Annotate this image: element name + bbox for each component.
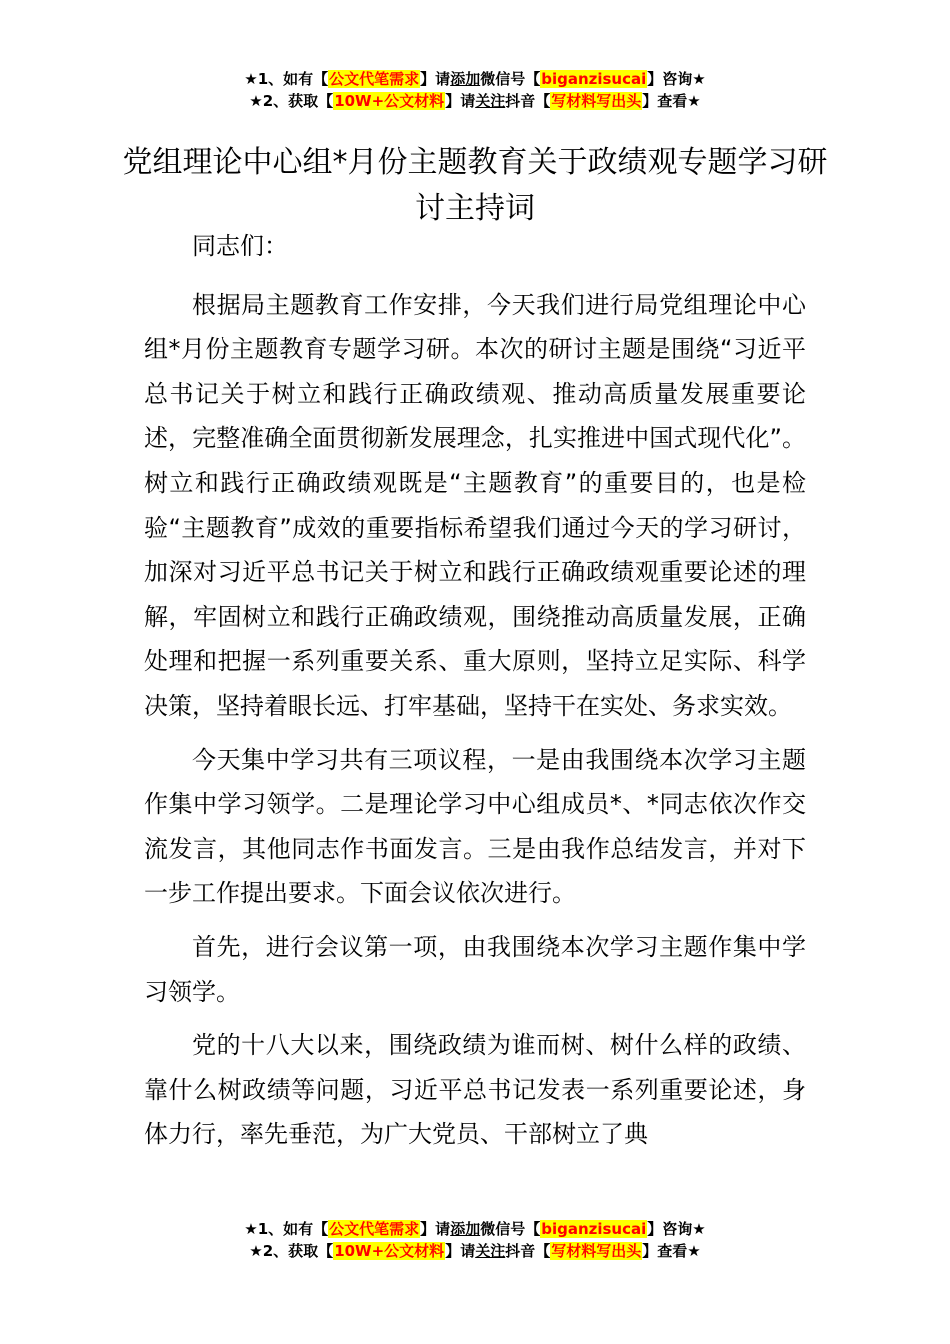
- promo-highlight: 公文代笔需求: [329, 1220, 420, 1238]
- promo-douyin-id: 写材料写出头: [551, 1242, 642, 1260]
- paragraph: 根据局主题教育工作安排，今天我们进行局党组理论中心组*月份主题教育专题学习研。本次的研讨主题是围绕“习近平总书记关于树立和践行正确政绩观、推动高质量发展重要论述，完整准确全面贯彻新发展理念，扎实推进中国式现代化”。树立和践行正确政绩观既是“主题教育”的重要目的，也是检验“主题教育”成效的重要指标希望我们通过今天的学习研讨，加深对习近平总书记关于树立和践行正确政绩观重要论述的理解，牢固树立和践行正确政绩观，围绕推动高质量发展，正确处理和把握一系列重要关系、重大原则，坚持立足实际、科学决策，坚持着眼长远、打牢基础，坚持干在实处、务求实效。: [144, 290, 806, 720]
- paragraph: 党的十八大以来，围绕政绩为谁而树、树什么样的政绩、靠什么树政绩等问题，习近平总书记发表一系列重要论述，身体力行，率先垂范，为广大党员、干部树立了典: [144, 1031, 806, 1149]
- promo-line-1: ★1、如有【公文代笔需求】请添加微信号【biganzisucai】咨询★: [244, 1220, 706, 1238]
- document-title: 党组理论中心组*月份主题教育关于政绩观专题学习研讨主持词: [122, 145, 828, 227]
- promo-line-2: ★2、获取【10W+公文材料】请关注抖音【写材料写出头】查看★: [249, 92, 701, 110]
- header-promo-banner: [0, 68, 950, 112]
- promo-line-2: ★2、获取【10W+公文材料】请关注抖音【写材料写出头】查看★: [249, 1242, 701, 1260]
- promo-highlight: 10W+公文材料: [334, 1242, 445, 1260]
- salutation: 同志们：: [192, 232, 288, 260]
- promo-line-1: ★1、如有【公文代笔需求】请添加微信号【biganzisucai】咨询★: [244, 70, 706, 88]
- paragraph: 今天集中学习共有三项议程，一是由我围绕本次学习主题作集中学习领学。二是理论学习中心组成员*、*同志依次作交流发言，其他同志作书面发言。三是由我作总结发言，并对下一步工作提出要求。下面会议依次进行。: [144, 745, 806, 908]
- paragraph: 首先，进行会议第一项，由我围绕本次学习主题作集中学习领学。: [144, 932, 806, 1006]
- promo-wechat-id: biganzisucai: [541, 70, 647, 88]
- promo-highlight: 10W+公文材料: [334, 92, 445, 110]
- footer-promo-banner: [0, 1218, 950, 1262]
- document-body: [144, 224, 806, 1166]
- promo-highlight: 公文代笔需求: [329, 70, 420, 88]
- promo-wechat-id: biganzisucai: [541, 1220, 647, 1238]
- promo-douyin-id: 写材料写出头: [551, 92, 642, 110]
